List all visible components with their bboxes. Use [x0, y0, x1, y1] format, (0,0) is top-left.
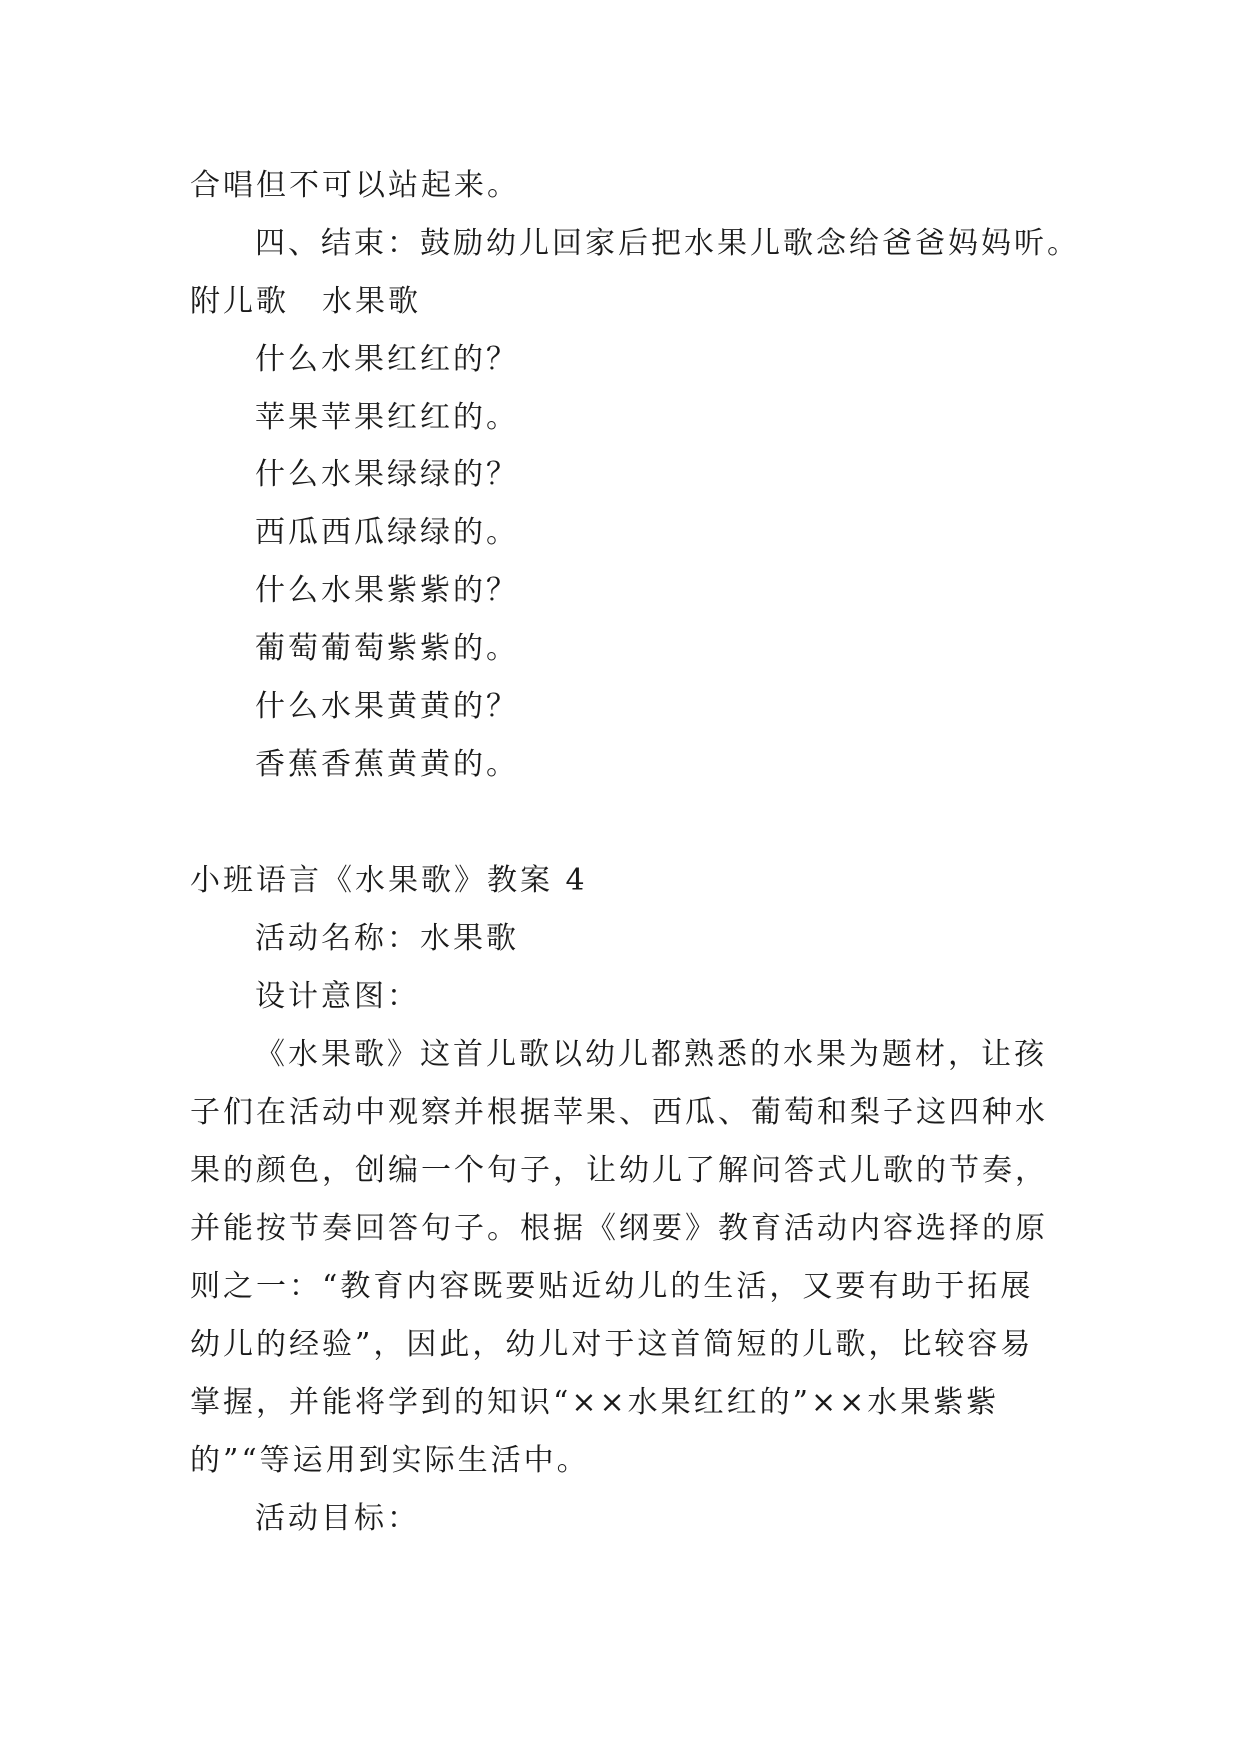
paragraph-line: 四、结束：鼓励幼儿回家后把水果儿歌念给爸爸妈妈听。	[255, 226, 1080, 261]
paragraph-line: 活动名称：水果歌	[255, 921, 519, 956]
song-line: 什么水果黄黄的？	[255, 689, 519, 724]
song-line: 西瓜西瓜绿绿的。	[255, 515, 519, 550]
paragraph-line: 《水果歌》这首儿歌以幼儿都熟悉的水果为题材，让孩	[255, 1037, 1047, 1072]
song-line: 苹果苹果红红的。	[255, 400, 519, 435]
song-line: 香蕉香蕉黄黄的。	[255, 747, 519, 782]
paragraph-line: 设计意图：	[255, 979, 420, 1014]
paragraph-line: 合唱但不可以站起来。	[190, 168, 520, 203]
paragraph-line: 幼儿的经验”，因此，幼儿对于这首简短的儿歌，比较容易	[190, 1327, 1034, 1362]
song-line: 什么水果紫紫的？	[255, 573, 519, 608]
paragraph-line: 活动目标：	[255, 1501, 420, 1536]
song-line: 什么水果绿绿的？	[255, 457, 519, 492]
song-line: 什么水果红红的？	[255, 342, 519, 377]
song-title: 附儿歌 水果歌	[190, 284, 421, 319]
paragraph-line: 的”“等运用到实际生活中。	[190, 1443, 590, 1478]
paragraph-line: 则之一：“教育内容既要贴近幼儿的生活，又要有助于拓展	[190, 1269, 1034, 1304]
paragraph-line: 果的颜色，创编一个句子，让幼儿了解问答式儿歌的节奏，	[190, 1153, 1048, 1188]
section-heading: 小班语言《水果歌》教案 4	[190, 863, 588, 898]
song-line: 葡萄葡萄紫紫的。	[255, 631, 519, 666]
paragraph-line: 掌握，并能将学到的知识“××水果红红的”××水果紫紫	[190, 1385, 1000, 1420]
paragraph-line: 并能按节奏回答句子。根据《纲要》教育活动内容选择的原	[190, 1211, 1048, 1246]
paragraph-line: 子们在活动中观察并根据苹果、西瓜、葡萄和梨子这四种水	[190, 1095, 1048, 1130]
